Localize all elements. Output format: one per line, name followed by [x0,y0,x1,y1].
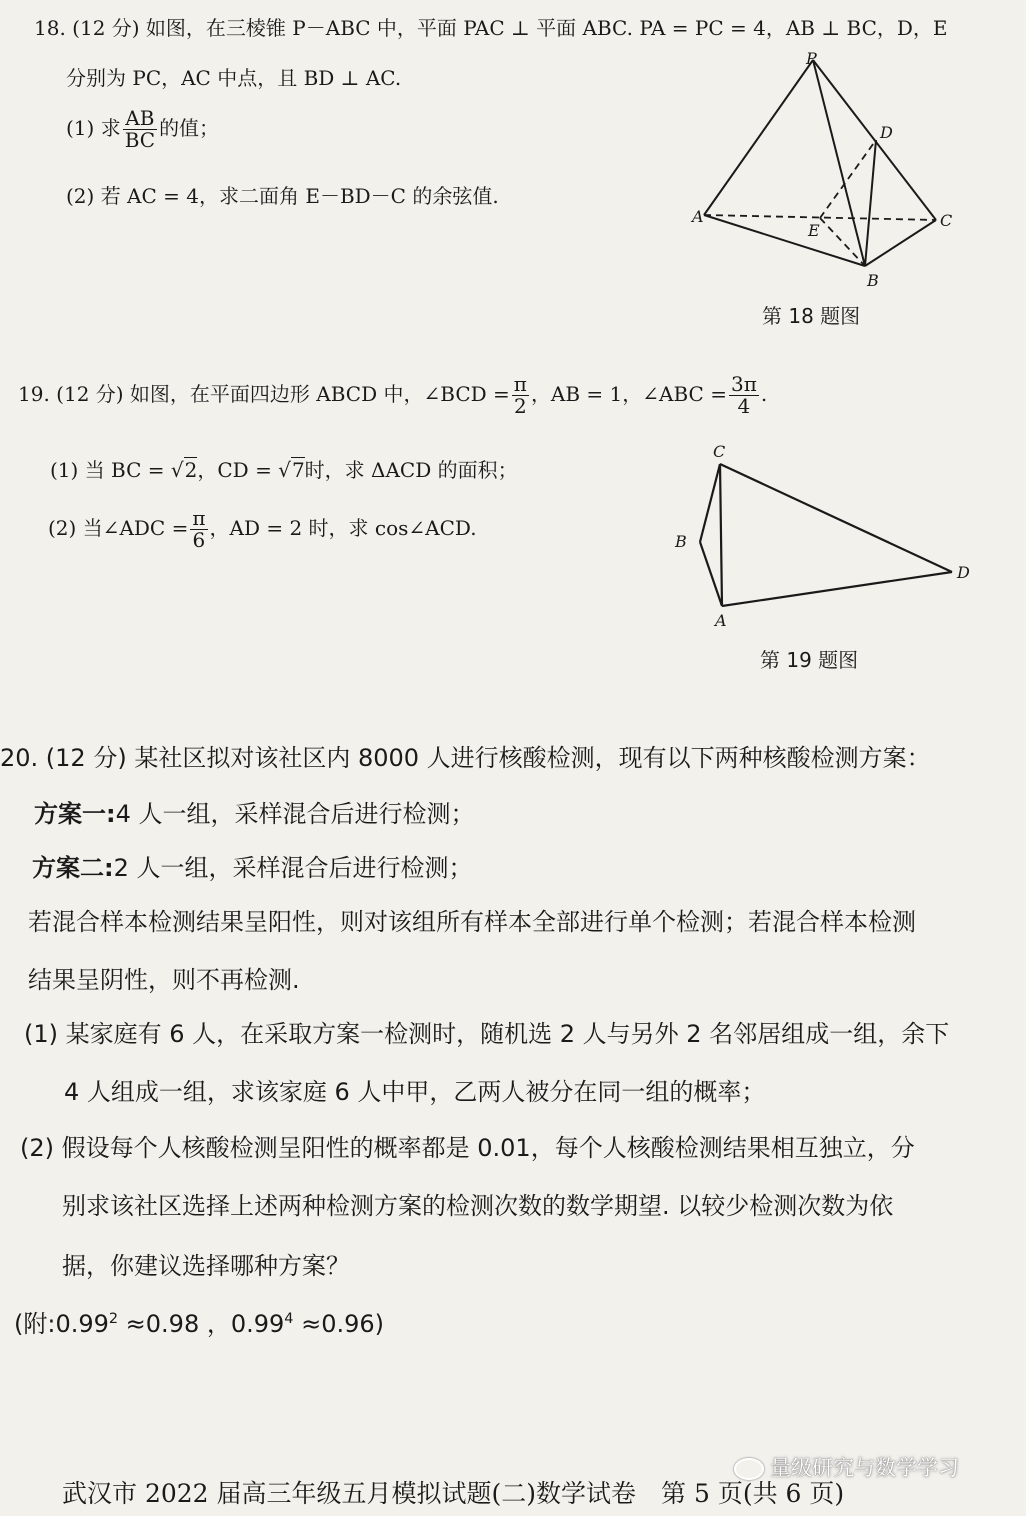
q20-part-2-line-2: 别求该社区选择上述两种检测方案的检测次数的数学期望. 以较少检测次数为依 [62,1192,894,1220]
sqrt-2: 2 [184,458,198,482]
note-exponent-2: 2 [108,1311,119,1327]
fraction-numerator: AB [123,108,157,130]
fraction-numerator: π [513,372,527,396]
q18-part-1-prefix: (1) 求 [66,116,121,140]
q20-rule-line-2: 结果呈阴性，则不再检测. [28,966,300,994]
edge-ed-hidden [820,140,876,218]
label-b: B [675,532,687,551]
q19-part-2-prefix: (2) 当∠ADC = [48,516,189,540]
q20-rule-line-1: 若混合样本检测结果呈阳性，则对该组所有样本全部进行单个检测；若混合样本检测 [28,908,916,936]
note-b: ≈0.98 ，0.99 [118,1310,285,1338]
q19-fraction-3pi-4 [729,374,759,417]
q19-fraction-pi-2 [512,374,529,417]
plan-2-text: 2 人一组，采样混合后进行检测； [113,854,473,882]
q19-line-1-mid: ，AB = 1，∠ABC = [530,382,727,406]
q19-line-1-prefix: 19. (12 分) 如图，在平面四边形 ABCD 中，∠BCD = [18,382,510,406]
fraction-denominator: BC [124,128,156,152]
q19-line-1-suffix: . [760,382,768,406]
fraction-denominator: 6 [192,528,206,552]
label-c: C [940,211,953,230]
q20-part-2-line-1: (2) 假设每个人核酸检测呈阳性的概率都是 0.01，每个人核酸检测结果相互独立，分 [20,1134,915,1162]
label-p: P [806,49,817,68]
note-c: ≈0.96) [293,1310,384,1338]
q18-line-1: 18. (12 分) 如图，在三棱锥 P－ABC 中，平面 PAC ⊥ 平面 ABC. PA = PC = 4，AB ⊥ BC，D，E [34,16,948,40]
label-a: A [715,611,727,630]
q18-pyramid-figure [690,48,970,298]
q20-part-2-line-3: 据，你建议选择哪种方案？ [62,1252,350,1280]
fraction-numerator: π [192,506,206,530]
fraction-denominator: 4 [737,394,751,418]
q20-note [14,1304,384,1339]
q19-part-1-a: (1) 当 BC = √ [50,458,184,482]
edge-pc [813,60,936,220]
q19-figure-caption: 第 19 题图 [760,648,859,672]
q19-line-1 [18,374,767,417]
q20-part-1-line-2: 4 人组成一组，求该家庭 6 人中甲，乙两人被分在同一组的概率； [64,1078,766,1106]
q18-part-1 [66,108,219,151]
q20-part-1-line-1: (1) 某家庭有 6 人，在采取方案一检测时，随机选 2 人与另外 2 名邻居组成一组，余下 [24,1020,950,1048]
label-c: C [713,442,726,461]
edge-pa [704,60,813,215]
q20-plan-1 [34,794,475,829]
edge-dc [720,464,952,572]
page-footer: 武汉市 2022 届高三年级五月模拟试题(二)数学试卷 第 5 页(共 6 页) [62,1479,845,1508]
label-d: D [880,123,893,142]
q20-plan-2 [32,848,473,883]
edge-ad [722,572,952,606]
edge-bc [865,220,936,266]
q19-part-2 [48,508,477,551]
q18-fraction-ab-bc [123,108,157,151]
plan-2-label: 方案二: [32,854,114,882]
watermark-text: 量级研究与数学学习 [770,1456,959,1480]
q19-part-1-b: ，CD = √ [197,458,291,482]
edge-ca [720,464,722,606]
q19-fraction-pi-6 [190,508,207,551]
fraction-numerator: 3π [730,372,757,396]
q19-part-1-c: 时，求 ΔACD 的面积； [304,458,518,482]
q19-part-1 [50,454,518,483]
note-exponent-4: 4 [284,1311,294,1327]
q18-figure-caption: 第 18 题图 [762,304,861,328]
edge-ba [700,542,722,606]
sqrt-7: 7 [291,458,305,482]
label-a: A [692,207,704,226]
q19-part-2-suffix: ，AD = 2 时，求 cos∠ACD. [209,516,477,540]
plan-1-text: 4 人一组，采样混合后进行检测； [115,800,475,828]
edge-cb [700,464,720,542]
q20-line-1: 20. (12 分) 某社区拟对该社区内 8000 人进行核酸检测，现有以下两种核酸检测方案： [0,744,931,772]
label-d: D [957,563,970,582]
label-e: E [808,221,820,240]
edge-pb [813,60,865,266]
q19-quadrilateral-figure [665,438,975,638]
q18-part-1-suffix: 的值； [159,116,220,140]
label-b: B [867,271,879,290]
q18-line-2: 分别为 PC，AC 中点，且 BD ⊥ AC. [66,66,402,90]
edge-bd [865,140,876,266]
fraction-denominator: 2 [513,394,527,418]
note-a: (附:0.99 [14,1310,109,1338]
plan-1-label: 方案一: [34,800,116,828]
q18-part-2: (2) 若 AC = 4，求二面角 E－BD－C 的余弦值. [66,184,499,208]
